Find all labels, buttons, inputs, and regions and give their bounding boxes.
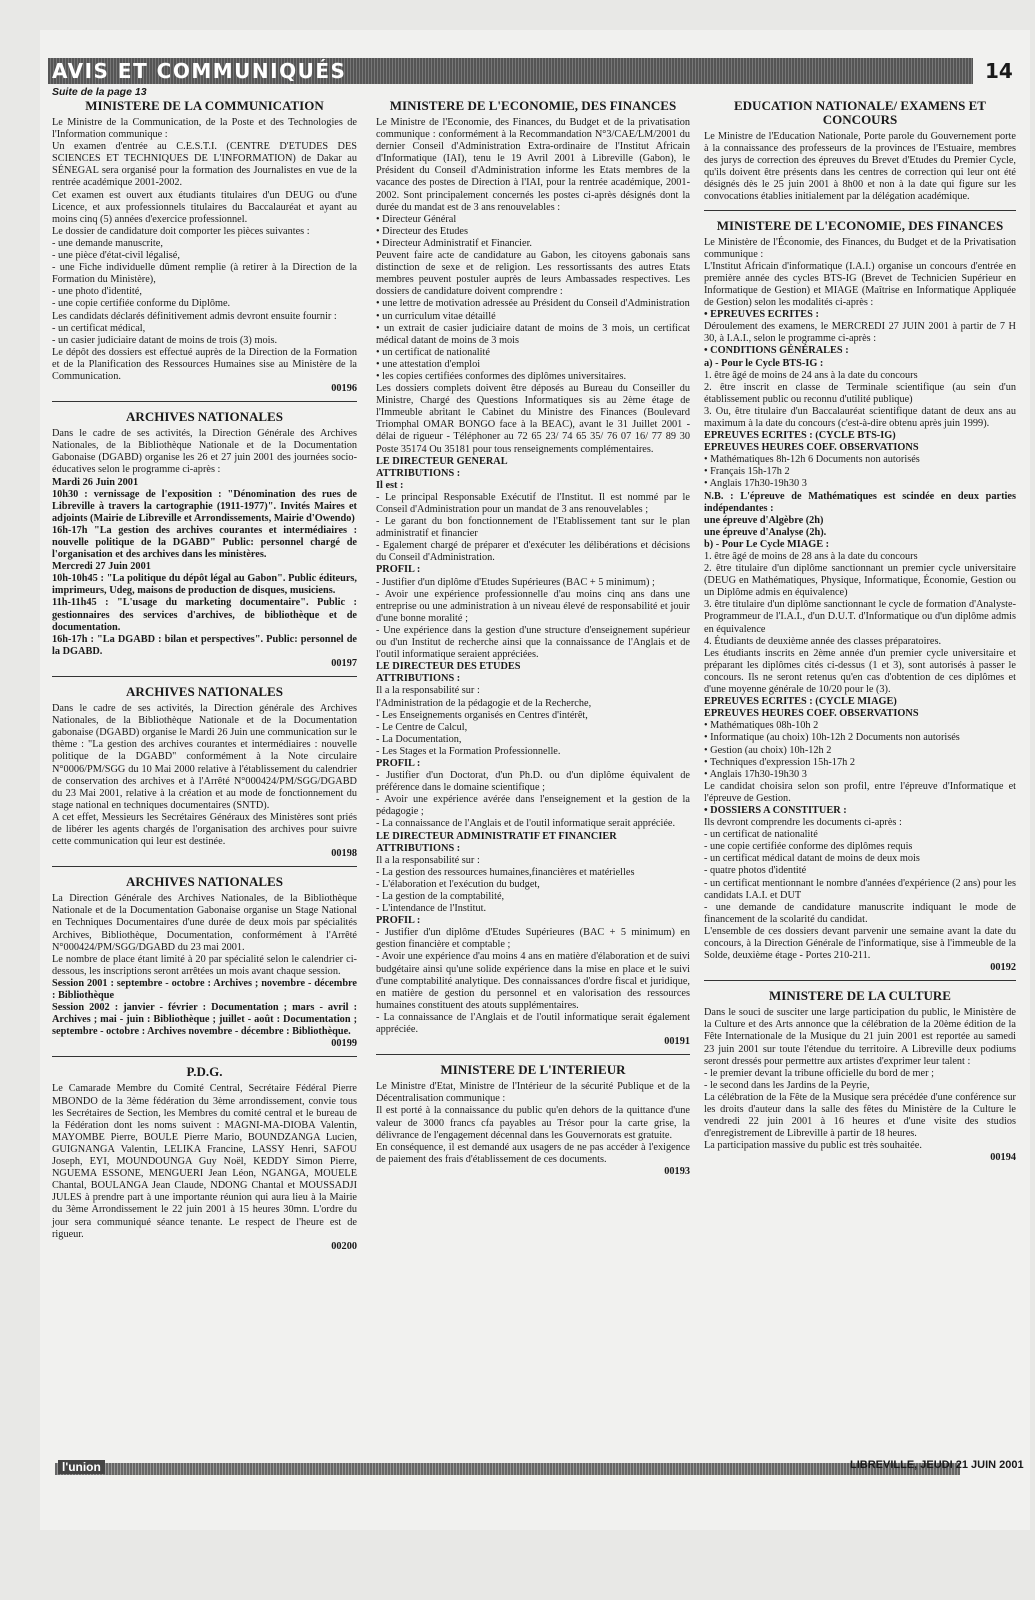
notice-paragraph: Le Ministère de l'Économie, des Finances, du Budget et de la Privatisation communique : [704, 236, 1016, 260]
notice-paragraph: EPREUVES ECRITES : (CYCLE BTS-IG) [704, 430, 896, 442]
notice-reference-number: 00196 [331, 383, 357, 395]
notice-article [52, 1065, 357, 1252]
notice-paragraph: LE DIRECTEUR ADMINISTRATIF ET FINANCIER [376, 830, 617, 842]
notice-paragraph: 11h-11h45 : "L'usage du marketing documentaire". Public : gestionnaires des services d'archives, de bibliothèque et de documentation. [52, 597, 357, 633]
notice-paragraph: PROFIL : [376, 564, 421, 576]
notice-paragraph: - Avoir une expérience professionnelle d'au moins cinq ans dans une entreprise ou une administration à un niveau élevé de responsabilité et jouir d'une bonne moralité ; [376, 588, 690, 624]
notice-reference-number: 00199 [331, 1038, 357, 1050]
notice-article [704, 99, 1016, 204]
column-3 [704, 97, 1016, 1171]
notice-paragraph: - une photo d'identité, [52, 286, 142, 298]
notice-paragraph: • Mathématiques 08h-10h 2 [704, 720, 819, 732]
notice-paragraph: En conséquence, il est demandé aux usagers de ne pas accéder à l'exigence de paiement des frais d'établissement de ces documents. [376, 1141, 690, 1165]
notice-paragraph: - une copie certifiée conforme des diplômes requis [704, 841, 913, 853]
notice-article [52, 410, 357, 670]
notice-paragraph: ATTRIBUTIONS : [376, 842, 461, 854]
notice-paragraph: - quatre photos d'identité [704, 865, 807, 877]
notice-paragraph: - une Fiche individuelle dûment remplie (à retirer à la Direction de la Formation du Ministère), [52, 262, 357, 286]
notice-paragraph: Cet examen est ouvert aux étudiants titulaires d'un DEUG ou d'une Licence, et aux professionnels titulaires du Baccalauréat et ayant au moins cinq (5) années d'exercice professionnel. [52, 189, 357, 225]
notice-paragraph: - une copie certifiée conforme du Diplôme. [52, 298, 231, 310]
notice-paragraph: - Une expérience dans la gestion d'une structure d'enseignement supérieur ou d'un Institut de recherche ainsi que la connaissance de l'Anglais et de l'outil informatique seraient appréciées. [376, 624, 690, 661]
notice-article [376, 99, 690, 1048]
notice-paragraph: • EPREUVES ECRITES : [704, 309, 819, 321]
article-divider [52, 676, 357, 677]
notice-title: MINISTERE DE LA COMMUNICATION [85, 98, 324, 113]
notice-paragraph: Mercredi 27 Juin 2001 [52, 561, 151, 573]
notice-paragraph: - Le Centre de Calcul, [376, 721, 468, 733]
notice-paragraph: Le candidat choisira selon son profil, entre l'épreuve d'Informatique et l'épreuve de Gestion. [704, 780, 1016, 804]
notice-paragraph: - La Documentation, [376, 733, 462, 745]
notice-paragraph: 10h-10h45 : "La politique du dépôt légal au Gabon". Public éditeurs, imprimeurs, Udeg, maisons de production de disques, musiciens. [52, 573, 357, 597]
notice-paragraph: - L'intendance de l'Institut. [376, 903, 487, 915]
notice-paragraph: Le nombre de place étant limité à 20 par spécialité selon le calendrier ci-dessous, les inscriptions seront arrêtées un mois avant chaque session. [52, 953, 357, 977]
notice-paragraph: Un examen d'entrée au C.E.S.T.I. (CENTRE D'ETUDES DES SCIENCES ET TECHNIQUES DE L'INFORMATION) de Dakar au SÉNEGAL sera organisé pour la formation des Journalistes en vue de la rentrée académique 2001-2002. [52, 141, 357, 189]
notice-paragraph: Dans le souci de susciter une large participation du public, le Ministère de la Culture et des Arts annonce que la célébration de la 20ème édition de la Fête Internationale de la Musique du 21 juin 2001 est reportée au samedi 23 juin 2001 sur toute l'étendue du territoire. A Libreville deux podiums seront dressés pour permettre aux artistes d'exprimer leur talent : [704, 1007, 1016, 1067]
notice-paragraph: EPREUVES HEURES COEF. OBSERVATIONS [704, 708, 919, 720]
notice-paragraph: LE DIRECTEUR DES ETUDES [376, 661, 521, 673]
notice-paragraph: Le Ministre de la Communication, de la Poste et des Technologies de l'Information communique : [52, 117, 357, 141]
notice-paragraph: • Mathématiques 8h-12h 6 Documents non autorisés [704, 454, 920, 466]
notice-paragraph: Le dépôt des dossiers est effectué auprès de la Direction de la Formation et de la Planification des Ressources Humaines sise au Ministère de la Communication. [52, 346, 357, 382]
notice-paragraph: Déroulement des examens, le MERCREDI 27 JUIN 2001 à partir de 7 H 30, à I.A.I., selon le programme ci-après : [704, 321, 1016, 345]
notice-paragraph: Il a la responsabilité sur : [376, 854, 480, 866]
notice-paragraph: - un certificat de nationalité [704, 829, 818, 841]
notice-article [376, 1063, 690, 1178]
notice-paragraph: EPREUVES HEURES COEF. OBSERVATIONS [704, 442, 919, 454]
notice-title: MINISTERE DE L'ECONOMIE, DES FINANCES [716, 217, 1004, 233]
notice-paragraph: • Anglais 17h30-19h30 3 [704, 768, 807, 780]
notice-paragraph: - Justifier d'un diplôme d'Etudes Supérieures (BAC + 5 minimum) en gestion financière et comptable ; [376, 927, 690, 951]
notice-paragraph: une épreuve d'Analyse (2h). [704, 526, 827, 538]
notice-paragraph: - le second dans les Jardins de la Peyrie, [704, 1079, 870, 1091]
notice-paragraph: 3. Ou, être titulaire d'un Baccalauréat scientifique datant de deux ans au maximum à la date du concours (c'est-à-dire obtenu après juin 1999). [704, 405, 1016, 429]
column-2 [376, 97, 690, 1184]
notice-paragraph: Le dossier de candidature doit comporter les pièces suivantes : [52, 225, 310, 237]
notice-paragraph: 4. Étudiants de deuxième année des classes préparatoires. [704, 635, 942, 647]
notice-paragraph: 10h30 : vernissage de l'exposition : "Dénomination des rues de Libreville à travers la cartographie (1911-1977)". Invités Maires et adjoints (Mairie de Libreville et Arrondissements, Mairie d'Owendo) [52, 488, 357, 524]
notice-paragraph: - une demande de candidature manuscrite indiquant le mode de financement de la scolarité du candidat. [704, 901, 1016, 925]
notice-paragraph: • Informatique (au choix) 10h-12h 2 Documents non autorisés [704, 732, 960, 744]
notice-paragraph: - Les Stages et la Formation Professionnelle. [376, 745, 561, 757]
notice-paragraph: b) - Pour Le Cycle MIAGE : [704, 538, 830, 550]
notice-paragraph: Le Ministre de l'Economie, des Finances, du Budget et de la privatisation communique : conformément à la Recommandation N°3/CAE/LM/2001 du dernier Conseil d'Administration Extra-ordinaire de l'Institut Africain d'Informatique (IAI), tenu le 19 Avril 2001 à Libreville (Gabon), le Président du Conseil d'Administration informe les Etats membres de la vacance des postes de Direction à l'IAI, pour la rentrée académique, 2001-2002. Sont principalement concernés les postes ci-après désignés dont la durée du mandat est de 3 ans renouvelables : [376, 117, 690, 213]
notice-paragraph: Les candidats déclarés définitivement admis devront ensuite fournir : [52, 310, 337, 322]
notice-paragraph: Il est porté à la connaissance du public qu'en dehors de la quittance d'une valeur de 3000 francs cfa payables au Trésor pour la carte grise, la délivrance de l'engagement décennal dans les Gouvernorats est gratuite. [376, 1105, 690, 1141]
continued-note: Suite de la page 13 [52, 86, 147, 98]
notice-paragraph: • un certificat de nationalité [376, 346, 490, 358]
newspaper-logo: l'union [58, 1460, 105, 1474]
notice-paragraph: L'Institut Africain d'informatique (I.A.I.) organise un concours d'entrée en première année des cycles BTS-IG (Brevet de Technicien Supérieur en Informatique de Gestion) et MIAGE (Maîtrise en Informatique Appliquée de Gestion) selon les modalités ci-après : [704, 260, 1016, 309]
notice-reference-number: 00191 [664, 1036, 690, 1048]
notice-paragraph: - le premier devant la tribune officielle du bord de mer ; [704, 1067, 934, 1079]
notice-paragraph: • Anglais 17h30-19h30 3 [704, 478, 807, 490]
notice-paragraph: L'ensemble de ces dossiers devant parvenir une semaine avant la date du concours, à la Direction Générale de l'informatique, sise à l'immeuble de la Solde, deuxième étage - Portes 210-211. [704, 925, 1016, 962]
notice-paragraph: - un certificat médical, [52, 322, 146, 334]
notice-paragraph: - La gestion des ressources humaines,financières et matérielles [376, 866, 635, 878]
notice-article [52, 99, 357, 395]
notice-paragraph: • Français 15h-17h 2 [704, 466, 790, 478]
notice-paragraph: PROFIL : [376, 757, 421, 769]
notice-reference-number: 00193 [664, 1165, 690, 1177]
notice-article [52, 875, 357, 1050]
notice-paragraph: Il a la responsabilité sur : [376, 685, 480, 697]
notice-paragraph: • Directeur Administratif et Financier. [376, 237, 533, 249]
notice-title: P.D.G. [186, 1064, 223, 1080]
article-divider [52, 401, 357, 402]
column-1 [52, 97, 357, 1259]
article-divider [52, 1056, 357, 1057]
notice-paragraph: • un extrait de casier judiciaire datant de moins de 3 mois, un certificat médical datant de moins de 3 mois [376, 322, 690, 346]
notice-paragraph: Les dossiers complets doivent être déposés au Bureau du Conseiller du Ministre, Chargé des Questions Informatiques sis au 2ème étage de l'Immeuble abritant le Cabinet du Ministre des Finances (Boulevard Triomphal OMAR BONGO face à la BEAC), avant le 31 Juillet 2001 - délai de rigueur - Téléphoner au 72 65 23/ 74 65 35/ 76 07 16/ 77 89 30 Poste 35174 Ou 35181 pour tous renseignements complémentaires. [376, 383, 690, 455]
notice-paragraph: - un casier judiciaire datant de moins de trois (3) mois. [52, 334, 278, 346]
notice-paragraph: - Avoir une expérience avérée dans l'enseignement et la gestion de la pédagogie ; [376, 794, 690, 818]
notice-paragraph: Les étudiants inscrits en 2ème année d'un premier cycle universitaire et préparant les diplômes cités ci-dessus (1 et 3), sont autorisés à passer le concours. Ils ne seront retenus qu'en cas d'obtention de ces diplômes et d'une moyenne générale de 10/20 pour le (3). [704, 647, 1016, 696]
notice-paragraph: - La connaissance de l'Anglais et de l'outil informatique serait appréciée. [376, 818, 676, 830]
notice-paragraph: une épreuve d'Algèbre (2h) [704, 514, 824, 526]
notice-paragraph: Peuvent faire acte de candidature au Gabon, les citoyens gabonais sans distinction de sexe et de religion. Les ressortissants des autres Etats membres peuvent postuler auprès de leurs Ambassades respectives. Les dossiers de candidature doivent comprendre : [376, 250, 690, 298]
notice-reference-number: 00200 [331, 1240, 357, 1252]
notice-paragraph: Il est : [376, 479, 404, 491]
notice-reference-number: 00197 [331, 657, 357, 669]
notice-paragraph: - un certificat médical datant de moins de deux mois [704, 853, 920, 865]
notice-paragraph: ATTRIBUTIONS : [376, 673, 461, 685]
notice-paragraph: - Egalement chargé de préparer et d'exécuter les délibérations et décisions du Conseil d'Administration. [376, 540, 690, 564]
notice-article [52, 685, 357, 860]
notice-paragraph: - Avoir une expérience d'au moins 4 ans en matière d'élaboration et de suivi budgétaire ainsi qu'une solide expérience dans la mise en place et le suivi d'une comptabilité analytique. Des connaissances d'ordre fiscal et juridique, en matière de gestion du personnel et en valorisation des ressources humaines constituent des atouts supplémentaires. [376, 951, 690, 1011]
notice-paragraph: Mardi 26 Juin 2001 [52, 476, 139, 488]
notice-paragraph: EPREUVES ECRITES : (CYCLE MIAGE) [704, 696, 897, 708]
notice-paragraph: N.B. : L'épreuve de Mathématiques est scindée en deux parties indépendantes : [704, 490, 1016, 514]
footer-dateline: LIBREVILLE, JEUDI 21 JUIN 2001 [850, 1459, 1024, 1471]
notice-paragraph: • Directeur des Etudes [376, 225, 468, 237]
notice-paragraph: - La gestion de la comptabilité, [376, 891, 505, 902]
footer-bar [55, 1463, 960, 1475]
notice-title: MINISTERE DE LA CULTURE [769, 988, 951, 1004]
notice-paragraph: 2. être titulaire d'un diplôme sanctionnant un premier cycle universitaire (DEUG en Mathématiques, Physique, Informatique, Économie, Gestion ou un Diplôme admis en équivalence) [704, 563, 1016, 599]
article-divider [704, 210, 1016, 211]
notice-paragraph: Le Ministre d'Etat, Ministre de l'Intérieur de la sécurité Publique et de la Décentralisation communique : [376, 1081, 690, 1105]
notice-paragraph: Le Ministre de l'Education Nationale, Porte parole du Gouvernement porte à la connaissance des professeurs de la provinces de l'Estuaire, membres des jurys de correction des épreuves du Brevet d'Etudes du Premier Cycle, qu'ils doivent être présents dans les centres de correction qui leur ont été désignés dès le 25 juin 2001 à 8h00 et non à la date qui figure sur les convocations établies initialement par la délégation académique. [704, 131, 1016, 203]
notice-paragraph: • Directeur Général [376, 213, 457, 225]
notice-paragraph: 1. être âgé de moins de 28 ans à la date du concours [704, 551, 918, 562]
notice-paragraph: La participation massive du public est très souhaitée. [704, 1140, 922, 1152]
notice-paragraph: - un certificat mentionnant le nombre d'années d'expérience (2 ans) pour les candidats I.A.I. et DUT [704, 877, 1016, 901]
notice-paragraph: 16h-17h : "La DGABD : bilan et perspectives". Public: personnel de la DGABD. [52, 633, 357, 657]
notice-reference-number: 00194 [990, 1152, 1016, 1164]
notice-paragraph: l'Administration de la pédagogie et de la Recherche, [376, 697, 592, 709]
notice-reference-number: 00192 [990, 962, 1016, 974]
notice-paragraph: - Les Enseignements organisés en Centres d'intérêt, [376, 709, 588, 721]
notice-paragraph: • une attestation d'emploi [376, 358, 481, 370]
notice-paragraph: • Techniques d'expression 15h-17h 2 [704, 756, 855, 768]
notice-paragraph: • DOSSIERS A CONSTITUER : [704, 804, 847, 816]
notice-title: MINISTERE DE L'INTERIEUR [440, 1062, 626, 1078]
notice-paragraph: • les copies certifiées conformes des diplômes universitaires. [376, 370, 627, 382]
notice-reference-number: 00198 [331, 848, 357, 860]
notice-article [704, 219, 1016, 975]
notice-title: MINISTERE DE L'ECONOMIE, DES FINANCES [389, 98, 677, 113]
section-title: AVIS ET COMMUNIQUÉS [52, 59, 347, 83]
notice-paragraph: Session 2001 : septembre - octobre : Archives ; novembre - décembre : Bibliothèque [52, 977, 357, 1001]
notice-paragraph: - Le principal Responsable Exécutif de l'Institut. Il est nommé par le Conseil d'Administration pour un mandat de 3 ans renouvelables ; [376, 491, 690, 515]
page-number: 14 [985, 59, 1013, 83]
notice-paragraph: - une pièce d'état-civil légalisé, [52, 250, 180, 262]
notice-paragraph: Dans le cadre de ses activités, la Direction Générale des Archives Nationales, de la Bibliothèque Nationale et de la Documentation Gabonaise (DGABD) organise les 26 et 27 juin 2001 des journées socio-éducatives selon le programme ci-après : [52, 428, 357, 476]
notice-paragraph: 16h-17h "La gestion des archives courantes et intermédiaires : nouvelle politique de la DGABD" Public: personnel chargé de l'organisation et des archives dans les ministères. [52, 524, 357, 561]
article-divider [376, 1054, 690, 1055]
notice-paragraph: - Le garant du bon fonctionnement de l'Etablissement tant sur le plan administratif et financier [376, 516, 690, 540]
notice-paragraph: Ils devront comprendre les documents ci-après : [704, 817, 902, 829]
notice-paragraph: • une lettre de motivation adressée au Président du Conseil d'Administration [376, 298, 690, 310]
notice-paragraph: Le Camarade Membre du Comité Central, Secrétaire Fédéral Pierre MBONDO de la 3ème fédération du 3ème arrondissement, convie tous les Secrétaires de Section, les Membres du comité central et le bureau de la Fédération dont les noms suivent : MAGNI-MA-DIOBA Valentin, MAYOMBE Pierre, BOULE Pierre Mario, BOUNDZANGA Lucien, GUIGNANGA Valentin, LELIKA Francine, LASSY Henri, SAFOU Joseph, EYI, MOUNDOUNGA Guy Noël, KEDDY Simon Pierre, NGUEMA ESSONE, MENGUERI Jean Léon, NGANGA, MOUELE Chantal, BOULANGA Jean Claude, NDONG Chantal et MOUSSADJI JULES à prendre part à une importante réunion qui aura lieu à la Mairie du 3ème Arrondissement le 22 juin 2001 à 15 heures 30mn. L'ordre du jour sera communiqué séance tenante. Le respect de l'heure est de rigueur. [52, 1083, 357, 1240]
article-divider [704, 980, 1016, 981]
notice-paragraph: • CONDITIONS GÉNÉRALES : [704, 345, 849, 357]
notice-title: ARCHIVES NATIONALES [126, 409, 283, 425]
notice-paragraph: a) - Pour le Cycle BTS-IG : [704, 357, 824, 369]
notice-paragraph: - Justifier d'un diplôme d'Etudes Supérieures (BAC + 5 minimum) ; [376, 576, 655, 588]
notice-title: EDUCATION NATIONALE/ EXAMENS ET CONCOURS [734, 98, 986, 127]
notice-paragraph: - La connaissance de l'Anglais et de l'outil informatique serait également appréciée. [376, 1011, 690, 1036]
notice-paragraph: - Justifier d'un Doctorat, d'un Ph.D. ou d'un diplôme équivalent de préférence dans le domaine scientifique ; [376, 770, 690, 794]
notice-paragraph: • Gestion (au choix) 10h-12h 2 [704, 744, 832, 756]
article-divider [52, 866, 357, 867]
notice-paragraph: LE DIRECTEUR GENERAL [376, 455, 508, 467]
notice-title: ARCHIVES NATIONALES [126, 874, 283, 890]
notice-paragraph: 3. être titulaire d'un diplôme sanctionnant le cycle de formation d'Analyste-Programmeur de l'I.A.I., d'un D.U.T. d'Informatique ou d'un diplôme admis en équivalence [704, 599, 1016, 635]
notice-paragraph: • un curriculum vitae détaillé [376, 310, 496, 322]
notice-paragraph: - L'élaboration et l'exécution du budget, [376, 878, 540, 890]
notice-paragraph: La célébration de la Fête de la Musique sera précédée d'une conférence sur les droits d'auteur dans la salle des fêtes du Ministère de la Culture le vendredi 22 juin 2001 à 16 heures et d'une visite des studios d'enregistrement de Libreville à partir de 18 heures. [704, 1091, 1016, 1140]
notice-paragraph: La Direction Générale des Archives Nationales, de la Bibliothèque Nationale et de la Documentation Gabonaise organise un Stage National en Techniques Documentaires d'une durée de deux mois par spécialités Archives, Bibliothèque, Documentation, conformément à l'Arrêté N°000424/PM/SGG/DGABD du 23 mai 2001. [52, 893, 357, 953]
notice-paragraph: 2. être inscrit en classe de Terminale scientifique (au sein d'un établissement public ou reconnu d'utilité publique) [704, 381, 1016, 405]
notice-paragraph: Dans le cadre de ses activités, la Direction générale des Archives Nationales, de la Bibliothèque Nationale et de la Documentation gabonaise (DGABD) organise le Mardi 26 Juin une communication sur le thème : "La gestion des archives courantes et intermédiaires : nouvelle politique de la DGABD" conformément à la Note circulaire N°0006/PM/SGG du 10 Mai 2000 relative à l'établissement du calendrier de conservation des archives et à l'Arrêté N°000424/PM/SGG/DGABD du 23 Mai 2001, relative à la création et au mode de fonctionnement du stage national en techniques documentaires (SNTD). [52, 703, 357, 811]
notice-title: ARCHIVES NATIONALES [126, 684, 283, 700]
notice-paragraph: ATTRIBUTIONS : [376, 467, 461, 479]
notice-paragraph: PROFIL : [376, 915, 421, 927]
notice-paragraph: Session 2002 : janvier - février : Documentation ; mars - avril : Archives ; mai - juin : Bibliothèque ; juillet - août : Documentation ; septembre - octobre : Archives novembre - décembre : Bibliothèque. [52, 1002, 357, 1038]
notice-paragraph: A cet effet, Messieurs les Secrétaires Généraux des Ministères sont priés de libérer les agents chargés de l'organisation des archives pour suivre cette communication qui leur est destinée. [52, 811, 357, 848]
notice-paragraph: 1. être âgé de moins de 24 ans à la date du concours [704, 369, 918, 381]
notice-paragraph: - une demande manuscrite, [52, 237, 163, 249]
notice-article [704, 989, 1016, 1164]
